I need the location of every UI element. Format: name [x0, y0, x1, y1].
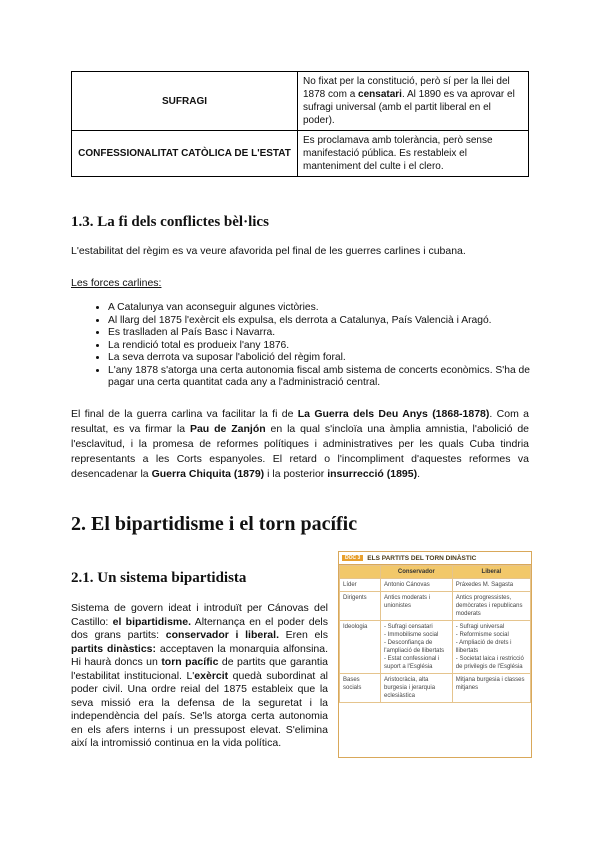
bold-term: insurrecció (1895): [327, 468, 418, 480]
section-heading-2: 2. El bipartidisme i el torn pacífic: [71, 513, 358, 535]
cell: - Sufragi censatari - Immobilisme social - Desconfiança de l'ampliació de llibertats - Estat confessional i suport a l'Església: [381, 621, 453, 674]
column-header: [340, 566, 381, 579]
parties-figure: [338, 551, 532, 758]
figure-row: [340, 621, 531, 674]
table-row: [72, 72, 529, 131]
bold-term: Guerra Chiquita (1879): [151, 468, 265, 480]
text-run: acceptaven la monarquia alfonsina. Hi haurà doncs un: [71, 642, 328, 668]
constitution-table: [71, 71, 529, 177]
text-run: El final de la guerra carlina va facilitar la fi de: [71, 408, 298, 420]
cell: Aristocràcia, alta burgesia i jerarquia eclesiàstica: [381, 674, 453, 703]
row-key: SUFRAGI: [72, 72, 298, 131]
section-heading-1-3: 1.3. La fi dels conflictes bèl·lics: [71, 214, 269, 230]
cell: Antics moderats i unionistes: [381, 592, 453, 621]
row-value: [298, 131, 529, 177]
figure-row: [340, 579, 531, 592]
doc-tag: DOC 3: [342, 555, 363, 561]
row-label: Bases socials: [340, 674, 381, 703]
bold-term: Pau de Zanjón: [189, 423, 266, 435]
list-item: • Al llarg del 1875 l'exèrcit els expulsa, els derrota a Catalunya, País Valencià i Aragó.: [108, 315, 548, 328]
list-item: • A Catalunya van aconseguir algunes victòries.: [108, 302, 548, 315]
bold-term: censatari: [358, 89, 402, 100]
bold-term: exèrcit: [194, 669, 229, 682]
text-run: . Al 1890 es va aprovar el sufragi universal (amb el partit liberal en el poder).: [303, 89, 515, 126]
text-run: Sistema de govern ideat i introduït per Cánovas del Castillo:: [71, 602, 328, 628]
section-heading-2-1: 2.1. Un sistema bipartidista: [71, 570, 247, 586]
column-header: Conservador: [381, 566, 453, 579]
text-run: Alternança en el poder dels dos grans partits:: [71, 615, 328, 641]
carlist-bullet-list: [90, 302, 548, 390]
figure-header-row: [340, 566, 531, 579]
list-title: Les forces carlines:: [71, 277, 162, 289]
text-run: Eren els: [278, 629, 328, 641]
bold-term: La Guerra dels Deu Anys (1868-1878): [297, 408, 490, 420]
table-row: [72, 131, 529, 177]
cell: Antonio Cánovas: [381, 579, 453, 592]
row-label: Líder: [340, 579, 381, 592]
list-item: • L'any 1878 s'atorga una certa autonomia fiscal amb sistema de concerts econòmics. S'ha de pagar una certa quantitat cada any a l'administració central.: [108, 365, 548, 390]
row-key: CONFESSIONALITAT CATÒLICA DE L'ESTAT: [72, 131, 298, 177]
text-run: i la posterior: [264, 468, 328, 480]
cell: Antics progressistes, demòcrates i republicans moderats: [452, 592, 530, 621]
figure-row: [340, 592, 531, 621]
cell: - Sufragi universal - Reformisme social - Ampliació de drets i llibertats - Societat laica i restricció de privilegis de l'Església: [452, 621, 530, 674]
parties-table: [339, 565, 531, 703]
bold-term: el bipartidisme.: [112, 615, 192, 628]
bold-term: conservador i liberal.: [165, 629, 279, 641]
text-run: No fixat per la constitució, però sí per la llei del 1878 com a: [303, 76, 510, 100]
text-run: quedà subordinat al poder civil. Una ordre reial del 1875 estableix que la seva missió era la defensa de la seguretat i la independència del país. Se'ls atorga certa autonomia en els afers interns i un pressupost elevat. S'elimina així la intromissió continua en la vida política.: [71, 669, 329, 749]
bold-term: partits dinàstics:: [71, 642, 156, 655]
text-run: Es proclamava amb tolerància, però sense manifestació pública. Es restableix el manteniment del culte i el clero.: [303, 135, 493, 172]
bipartisan-paragraph: [71, 602, 328, 751]
figure-title: ELS PARTITS DEL TORN DINÀSTIC: [367, 554, 477, 562]
row-value: [298, 72, 529, 131]
row-label: Dirigents: [340, 592, 381, 621]
text-run: . Com a resultat, es va firmar la: [71, 408, 529, 435]
list-item: • La rendició total es produeix l'any 1876.: [108, 340, 548, 353]
text-run: en la qual s'incloïa una àmplia amnistia, l'abolició de l'esclavitud, i la promesa de reformes polítiques i administratives per les quals Cuba tindria representants a les Corts espanyoles. El retard o l'incompliment d'aquestes reformes va desencadenar la: [71, 423, 530, 480]
cell: Mitjana burgesia i classes mitjanes: [452, 674, 530, 703]
list-item: • Es traslladen al País Basc i Navarra.: [108, 327, 548, 340]
text-run: de partits que garantia l'estabilitat institucional. L': [71, 656, 329, 682]
list-item: • La seva derrota va suposar l'abolició del règim foral.: [108, 352, 548, 365]
figure-row: [340, 674, 531, 703]
text-run: .: [417, 468, 421, 480]
figure-header: [339, 552, 531, 565]
cuba-paragraph: [71, 407, 529, 482]
bold-term: torn pacífic: [161, 656, 219, 668]
column-header: Liberal: [452, 566, 530, 579]
intro-paragraph: L'estabilitat del règim es va veure afavorida pel final de les guerres carlines i cubana.: [71, 245, 466, 257]
cell: Práxedes M. Sagasta: [452, 579, 530, 592]
row-label: Ideologia: [340, 621, 381, 674]
